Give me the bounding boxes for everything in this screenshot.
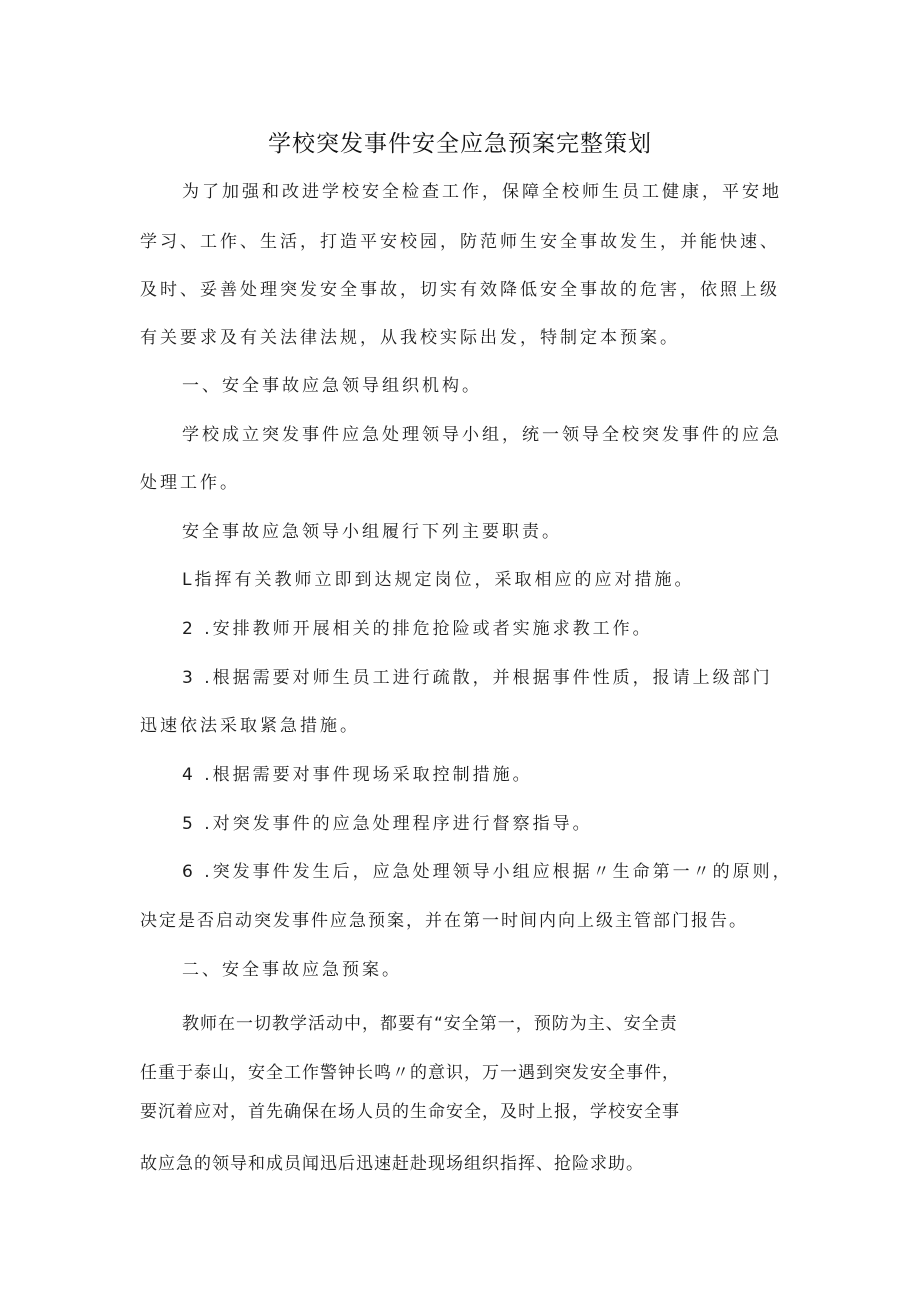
list-item: L指挥有关教师立即到达规定岗位，采取相应的应对措施。 — [182, 570, 695, 590]
list-item: 2 .安排教师开展相关的排危抢险或者实施求教工作。 — [182, 619, 653, 639]
list-item: 3 .根据需要对师生员工进行疏散，并根据事件性质，报请上级部门 — [182, 668, 773, 688]
list-item: 4 .根据需要对事件现场采取控制措施。 — [182, 765, 533, 785]
paragraph-line: 处理工作。 — [140, 473, 240, 493]
section-heading: 一、安全事故应急领导组织机构。 — [182, 376, 482, 396]
paragraph-line: 教师在一切教学活动中，都要有“安全第一，预防为主、安全责 — [182, 1014, 678, 1034]
document-title: 学校突发事件安全应急预案完整策划 — [268, 131, 652, 157]
list-item: 5 .对突发事件的应急处理程序进行督察指导。 — [182, 814, 593, 834]
paragraph-line: 有关要求及有关法律法规，从我校实际出发，特制定本预案。 — [140, 328, 680, 348]
paragraph-line: 学校成立突发事件应急处理领导小组，统一领导全校突发事件的应急 — [182, 425, 782, 445]
list-item: 6 .突发事件发生后，应急处理领导小组应根据〃生命第一〃的原则， — [182, 862, 793, 882]
paragraph-line: 为了加强和改进学校安全检查工作，保障全校师生员工健康，平安地 — [182, 182, 782, 202]
list-item-continuation: 决定是否启动突发事件应急预案，并在第一时间内向上级主管部门报告。 — [140, 911, 748, 931]
paragraph-line: 及时、妥善处理突发安全事故，切实有效降低安全事故的危害，依照上级 — [140, 280, 780, 300]
section-heading: 二、安全事故应急预案。 — [182, 960, 402, 980]
paragraph-line: 任重于泰山，安全工作警钟长鸣〃的意识，万一遇到突发安全事件， — [140, 1063, 680, 1083]
paragraph-line: 故应急的领导和成员闻迅后迅速赶赴现场组织指挥、抢险求助。 — [140, 1154, 644, 1174]
paragraph-line: 安全事故应急领导小组履行下列主要职责。 — [182, 522, 562, 542]
paragraph-line: 学习、工作、生活，打造平安校园，防范师生安全事故发生，并能快速、 — [140, 232, 780, 252]
paragraph-line: 要沉着应对，首先确保在场人员的生命安全，及时上报，学校安全事 — [140, 1102, 680, 1122]
list-item-continuation: 迅速依法采取紧急措施。 — [140, 716, 360, 736]
